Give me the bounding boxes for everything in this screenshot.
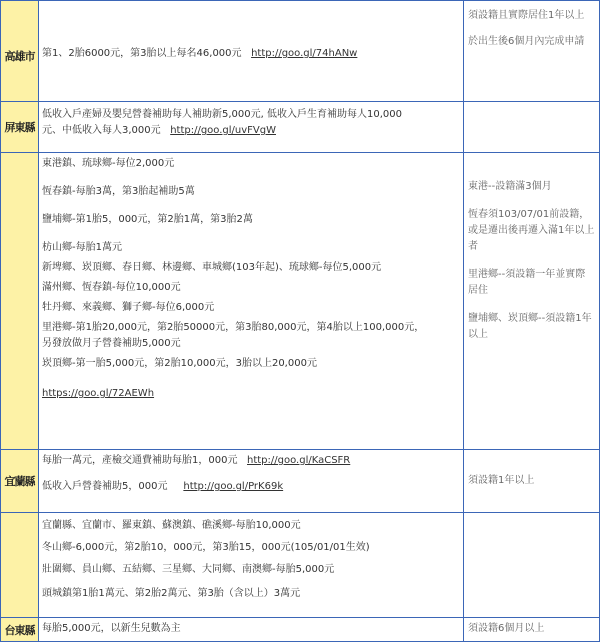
subsidy-text: 低收入戶營養補助5，000元 [42,481,168,492]
region-label: 宜蘭縣 [4,475,35,488]
region-cell [1,153,39,450]
requirement-text: 於出生後6個月內完成申請 [468,36,585,47]
subsidy-cell [39,153,464,450]
table-row-yilan-towns [1,513,600,618]
subsidy-text: 壯圍鄉、員山鄉、五結鄉、三星鄉、大同鄉、南澳鄉-每胎5,000元 [42,564,335,575]
region-label: 屏東縣 [4,121,35,134]
requirement-text: 須設籍1年以上 [468,475,535,486]
subsidy-text: 恆春鎮-每胎3萬，第3胎起補助5萬 [42,186,195,197]
subsidy-text: 東港鎮、琉球鄉-每位2,000元 [42,158,175,169]
subsidy-text: 枋山鄉-每胎1萬元 [42,242,122,253]
subsidy-text: 每胎一萬元，產檢交通費補助每胎1，000元 [42,455,238,466]
subsidy-text: 牡丹鄉、來義鄉、獅子鄉-每位6,000元 [42,302,215,313]
subsidy-text: 另發放做月子營養補助5,000元 [42,338,181,349]
requirement-text: 須設籍6個月以上 [468,623,545,634]
subsidy-cell [39,1,464,102]
subsidy-text: 元、中低收入每人3,000元 [42,125,161,136]
reference-link[interactable]: http://goo.gl/74hANw [251,48,358,59]
reference-link[interactable]: http://goo.gl/uvFVgW [170,125,276,136]
subsidy-text: 里港鄉-第1胎20,000元，第2胎50000元，第3胎80,000元，第4胎以上100,000元， [42,322,425,333]
subsidy-text: 低收入戶產婦及嬰兒營養補助每人補助新5,000元, 低收入戶生育補助每人10,000 [42,109,402,120]
subsidy-text: 冬山鄉-6,000元，第2胎10，000元，第3胎15，000元(105/01/01生效) [42,542,370,553]
table-row-yilan [1,450,600,513]
requirement-text: 鹽埔鄉、崁頂鄉--須設籍1年以上 [468,313,592,340]
region-cell [1,102,39,153]
requirement-cell [464,1,600,102]
requirement-cell [464,513,600,618]
subsidy-text: 新埤鄉、崁頂鄉、春日鄉、林邊鄉、車城鄉(103年起)、琉球鄉-每位5,000元 [42,262,382,273]
region-cell [1,1,39,102]
requirement-cell [464,102,600,153]
requirement-cell [464,618,600,642]
subsidy-text: 第1、2胎6000元，第3胎以上每名46,000元 [42,48,242,59]
subsidy-text: 崁頂鄉-第一胎5,000元，第2胎10,000元，3胎以上20,000元 [42,358,317,369]
subsidy-text: 每胎5,000元，以新生兒數為主 [42,623,181,634]
subsidy-text: 滿州鄉、恆春鎮-每位10,000元 [42,282,181,293]
region-label: 高雄市 [4,50,35,63]
reference-link[interactable]: http://goo.gl/KaCSFR [247,455,351,466]
subsidy-cell [39,102,464,153]
region-cell [1,450,39,513]
requirement-text: 須設籍且實際居住1年以上 [468,10,585,21]
subsidy-cell [39,618,464,642]
table-row-taitung [1,618,600,642]
requirement-text: 里港鄉--須設籍一年並實際居住 [468,269,586,296]
subsidy-text: 頭城鎮第1胎1萬元、第2胎2萬元、第3胎（含以上）3萬元 [42,588,301,599]
subsidy-cell [39,513,464,618]
requirement-cell [464,450,600,513]
reference-link[interactable]: https://goo.gl/72AEWh [42,388,155,399]
region-cell [1,513,39,618]
table-row-kaohsiung [1,1,600,102]
requirement-text: 恆春須103/07/01前設籍，或是遷出後再遷入滿1年以上者 [468,209,595,252]
region-label: 台東縣 [4,623,35,637]
table-row-pingtung-towns [1,153,600,450]
subsidy-text: 鹽埔鄉-第1胎5，000元，第2胎1萬，第3胎2萬 [42,214,253,225]
subsidy-cell [39,450,464,513]
table-row-pingtung [1,102,600,153]
requirement-cell [464,153,600,450]
subsidy-text: 宜蘭縣、宜蘭市、羅東鎮、蘇澳鎮、礁溪鄉-每胎10,000元 [42,520,301,531]
requirement-text: 東港--設籍滿3個月 [468,181,552,192]
region-cell [1,618,39,642]
reference-link[interactable]: http://goo.gl/PrK69k [183,481,284,492]
